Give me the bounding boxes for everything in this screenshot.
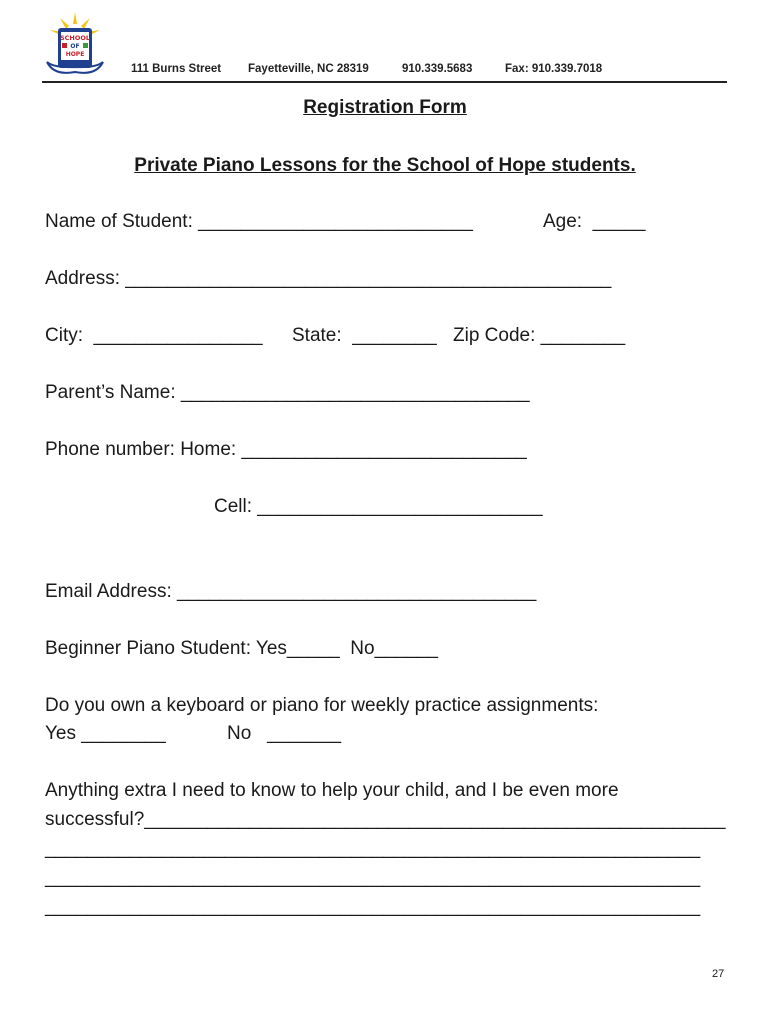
parent-name-field[interactable]: Parent’s Name: _________________________________ bbox=[45, 382, 530, 403]
address-field[interactable]: Address: ______________________________________________ bbox=[45, 268, 612, 289]
header-phone: 910.339.5683 bbox=[402, 63, 473, 75]
keyboard-yes-field[interactable]: Yes ________ bbox=[45, 723, 166, 744]
zip-code-field[interactable]: Zip Code: ________ bbox=[453, 325, 626, 346]
extra-info-line-3[interactable]: ______________________________________________________________ bbox=[45, 867, 701, 888]
keyboard-question: Do you own a keyboard or piano for weekly practice assignments: bbox=[45, 695, 599, 716]
header-divider bbox=[42, 81, 727, 83]
student-name-field[interactable]: Name of Student: __________________________ bbox=[45, 211, 473, 232]
age-field[interactable]: Age: _____ bbox=[543, 211, 646, 232]
form-subtitle: Private Piano Lessons for the School of Hope students. bbox=[134, 155, 636, 176]
svg-text:OF: OF bbox=[70, 43, 80, 50]
page-number: 27 bbox=[712, 968, 725, 980]
svg-text:HOPE: HOPE bbox=[65, 51, 85, 58]
header-street: 111 Burns Street bbox=[131, 63, 222, 75]
school-of-hope-logo bbox=[44, 10, 106, 78]
city-field[interactable]: City: ________________ bbox=[45, 325, 263, 346]
cell-phone-field[interactable]: Cell: ___________________________ bbox=[214, 496, 543, 517]
beginner-student-field[interactable]: Beginner Piano Student: Yes_____ No______ bbox=[45, 638, 438, 659]
email-field[interactable]: Email Address: __________________________________ bbox=[45, 581, 537, 602]
form-title: Registration Form bbox=[303, 97, 467, 118]
header-fax: Fax: 910.339.7018 bbox=[505, 63, 603, 75]
header-city: Fayetteville, NC 28319 bbox=[248, 63, 369, 75]
extra-info-question: Anything extra I need to know to help your child, and I be even more bbox=[45, 780, 619, 801]
extra-info-line-2[interactable]: ______________________________________________________________ bbox=[45, 838, 701, 859]
home-phone-field[interactable]: Phone number: Home: ___________________________ bbox=[45, 439, 527, 460]
extra-info-line-1[interactable]: successful?_______________________________________________________ bbox=[45, 809, 726, 830]
extra-info-line-4[interactable]: ______________________________________________________________ bbox=[45, 896, 701, 917]
svg-text:SCHOOL: SCHOOL bbox=[59, 34, 91, 42]
state-field[interactable]: State: ________ bbox=[292, 325, 437, 346]
keyboard-no-field[interactable]: No _______ bbox=[227, 723, 342, 744]
